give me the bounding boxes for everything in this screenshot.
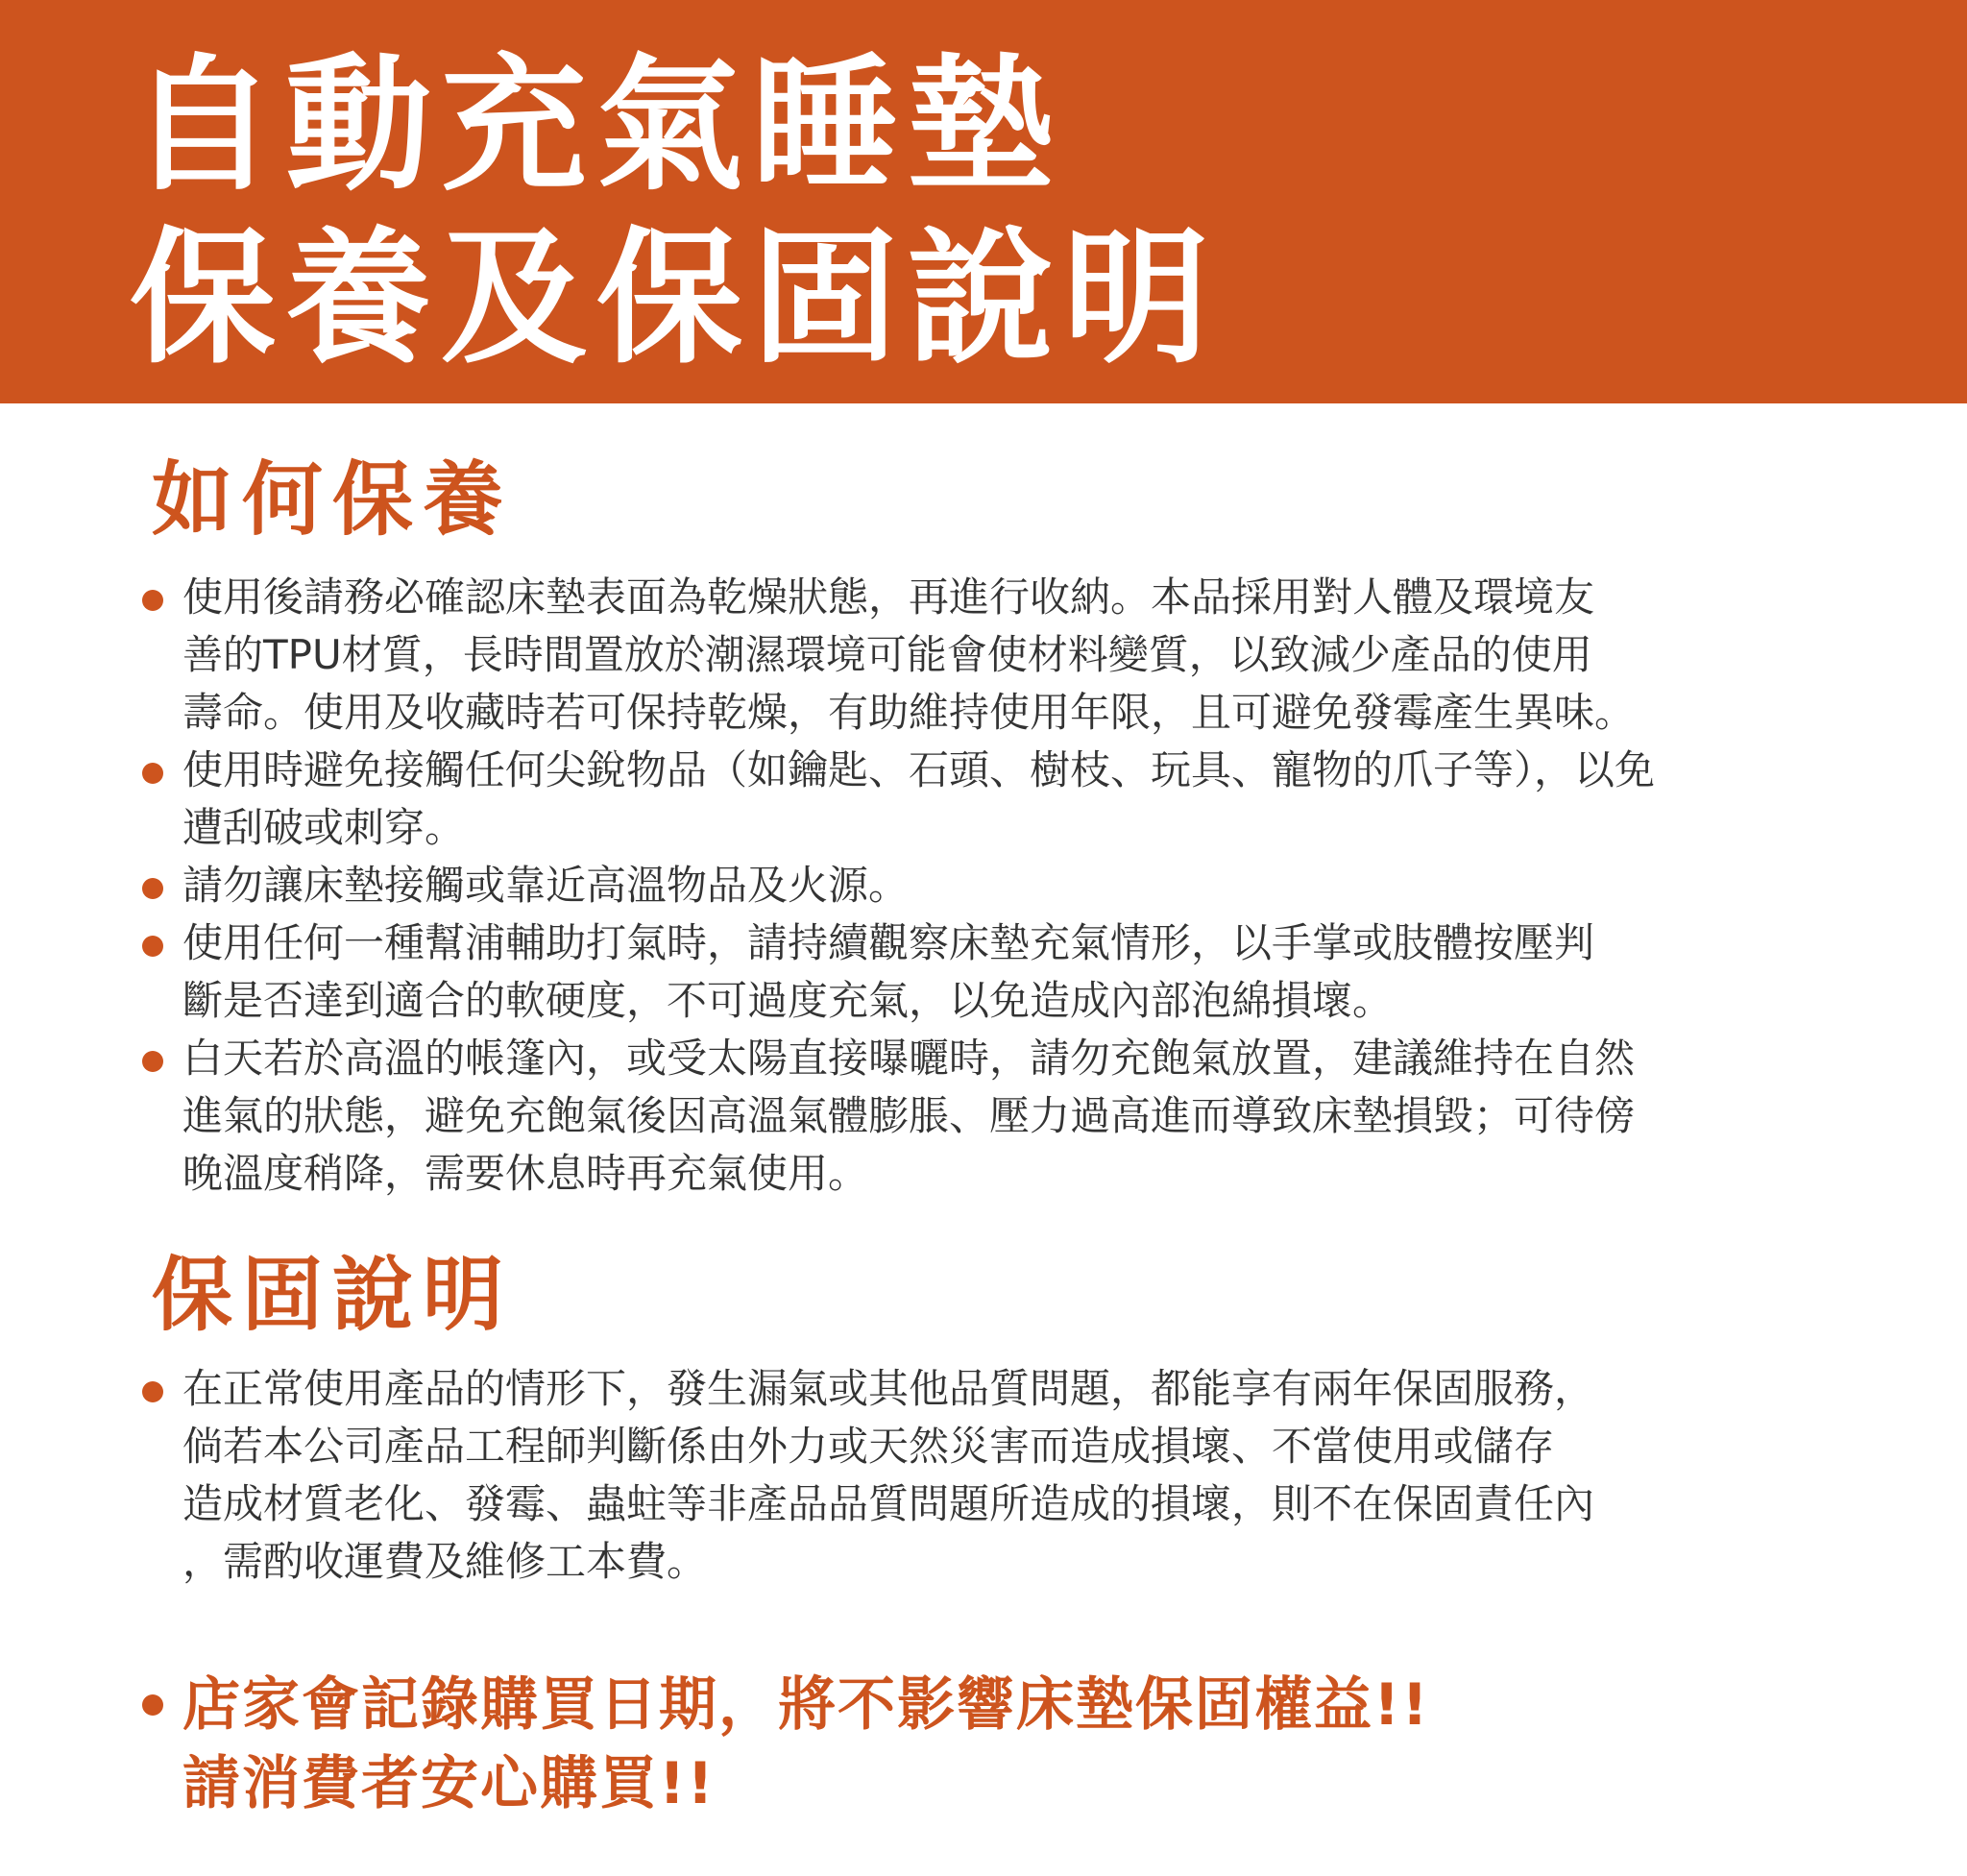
bullet-dot-icon — [142, 1694, 163, 1716]
page-title-line-1: 自動充氣睡墊 — [130, 40, 1063, 210]
care-item-3-line-1: 請勿讓床墊接觸或靠近高溫物品及火源。 — [182, 862, 910, 909]
care-item-4-line-2: 斷是否達到適合的軟硬度，不可過度充氣，以免造成內部泡綿損壞。 — [182, 977, 1394, 1024]
warranty-section-heading: 保固說明 — [152, 1248, 514, 1342]
care-item-2-line-2: 遭刮破或刺穿。 — [182, 804, 466, 851]
care-item-1-line-2: 善的TPU材質，長時間置放於潮濕環境可能會使材料變質，以致減少產品的使用 — [182, 631, 1592, 678]
care-item-5-line-1: 白天若於高溫的帳篷內，或受太陽直接曝曬時，請勿充飽氣放置，建議維持在自然 — [182, 1035, 1636, 1082]
bullet-dot-icon — [142, 936, 163, 957]
care-item-5-line-2: 進氣的狀態，避免充飽氣後因高溫氣體膨脹、壓力過高進而導致床墊損毀；可待傍 — [182, 1092, 1636, 1139]
warranty-item-1-line-3: 造成材質老化、發霉、蟲蛀等非產品品質問題所造成的損壞，則不在保固責任內 — [182, 1480, 1595, 1527]
care-item-4 — [142, 914, 1871, 1030]
bullet-dot-icon — [142, 878, 163, 899]
warranty-item-1-line-4: ，需酌收運費及維修工本費。 — [182, 1538, 708, 1585]
bullet-dot-icon — [142, 763, 163, 784]
title-banner — [0, 0, 1967, 403]
closing-note — [142, 1666, 1430, 1823]
care-item-5-line-3: 晚溫度稍降，需要休息時再充氣使用。 — [182, 1150, 869, 1197]
warranty-item-1 — [142, 1360, 1871, 1591]
warranty-list — [142, 1360, 1871, 1591]
care-item-1-line-1: 使用後請務必確認床墊表面為乾燥狀態，再進行收納。本品採用對人體及環境友 — [182, 573, 1595, 621]
closing-note-line-1: 店家會記錄購買日期，將不影響床墊保固權益!! — [182, 1671, 1430, 1739]
page-title-line-2: 保養及保固說明 — [130, 213, 1219, 383]
care-section-heading: 如何保養 — [152, 452, 514, 547]
care-list — [142, 569, 1871, 1203]
care-item-2-line-1: 使用時避免接觸任何尖銳物品（如鑰匙、石頭、樹枝、玩具、寵物的爪子等），以免 — [182, 746, 1656, 793]
care-item-2 — [142, 742, 1871, 857]
care-item-1 — [142, 569, 1871, 742]
bullet-dot-icon — [142, 590, 163, 611]
care-item-3 — [142, 857, 1871, 914]
care-item-1-line-3: 壽命。使用及收藏時若可保持乾燥，有助維持使用年限，且可避免發霉產生異味。 — [182, 689, 1636, 736]
warranty-item-1-line-2: 倘若本公司產品工程師判斷係由外力或天然災害而造成損壞、不當使用或儲存 — [182, 1423, 1555, 1470]
care-item-4-line-1: 使用任何一種幫浦輔助打氣時，請持續觀察床墊充氣情形，以手掌或肢體按壓判 — [182, 919, 1595, 966]
closing-note-line-2: 請消費者安心購買!! — [182, 1750, 716, 1817]
care-item-5 — [142, 1030, 1871, 1203]
warranty-item-1-line-1: 在正常使用產品的情形下，發生漏氣或其他品質問題，都能享有兩年保固服務， — [182, 1365, 1595, 1412]
bullet-dot-icon — [142, 1381, 163, 1402]
bullet-dot-icon — [142, 1051, 163, 1072]
